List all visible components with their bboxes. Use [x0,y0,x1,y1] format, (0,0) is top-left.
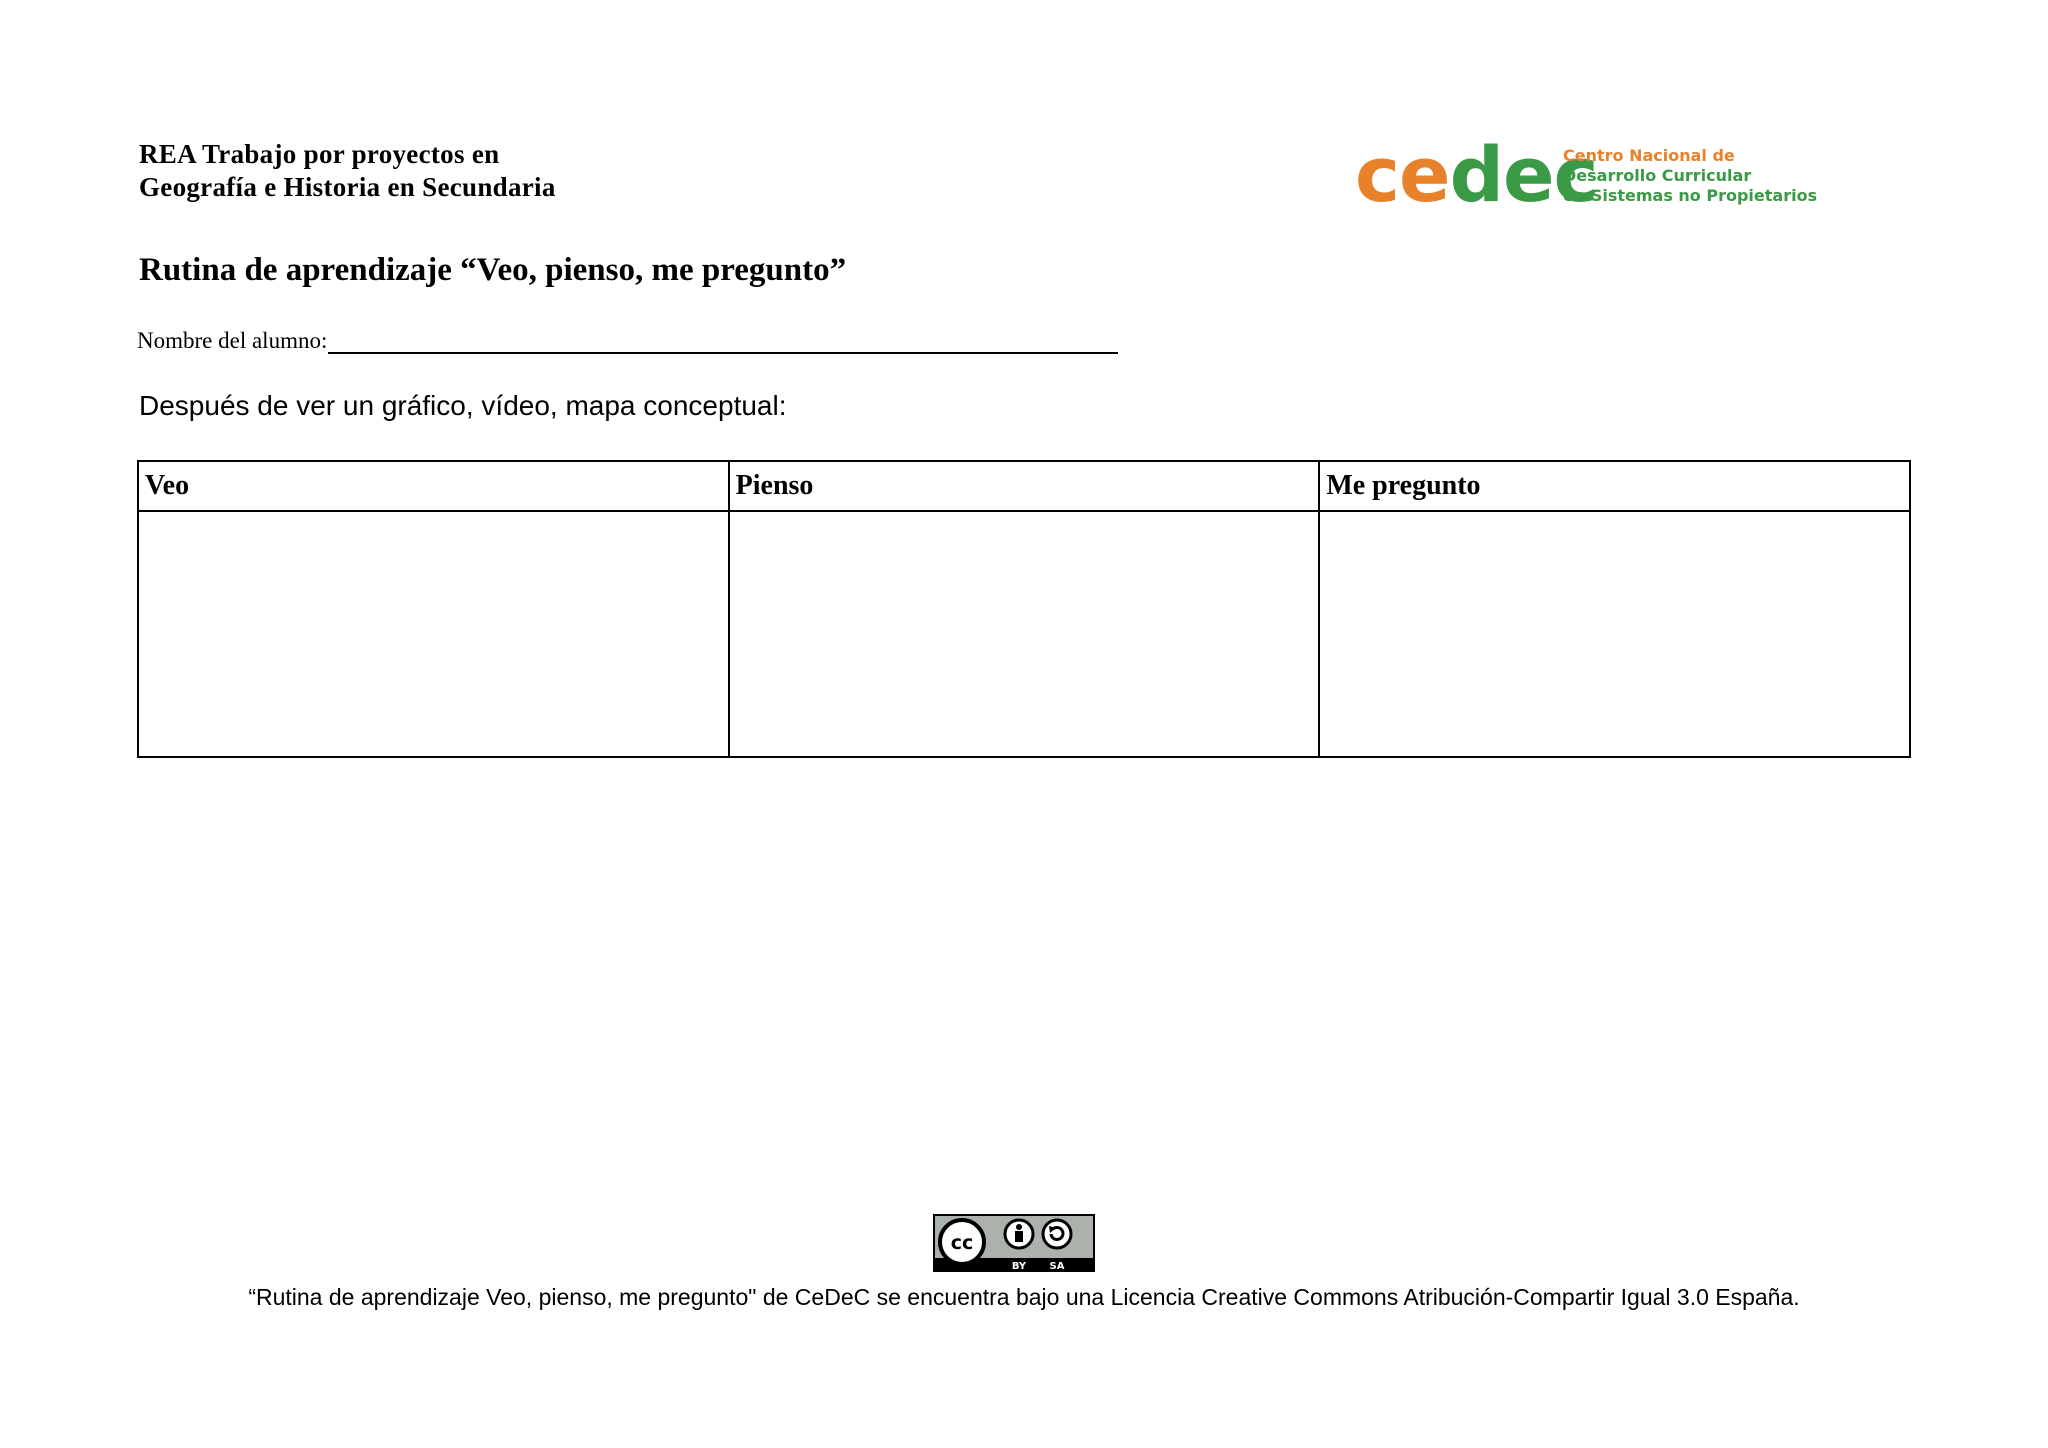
cedec-logo-word [1355,130,1598,220]
instruction-text: Después de ver un gráfico, vídeo, mapa conceptual: [139,390,787,421]
answer-cell-pienso[interactable] [729,511,1320,757]
cedec-logo-subtitle [1563,146,1817,206]
routine-table-answer-row [138,511,1910,757]
cc-by-sa-icon[interactable] [933,1214,1095,1272]
column-header-me-pregunto: Me pregunto [1319,461,1910,511]
answer-cell-me-pregunto[interactable] [1319,511,1910,757]
answer-cell-veo[interactable] [138,511,729,757]
cedec-logo-word-orange: ce [1355,130,1450,219]
course-title-line-2: Geografía e Historia en Secundaria [139,172,556,202]
student-name-row [137,326,1118,354]
cedec-logo-word-green: dec [1449,130,1598,219]
license-notice: “Rutina de aprendizaje Veo, pienso, me pregunto" de CeDeC se encuentra bajo una Licencia Creative Commons Atribución-Compartir Igual 3.0 España. [248,1284,1800,1310]
cedec-logo [1355,130,1818,220]
cc-sa-label: SA [1049,1261,1065,1272]
cedec-logo-subtitle-line-2: Desarrollo Curricular [1563,166,1752,185]
student-name-field[interactable] [328,326,1118,354]
svg-text:cc: cc [950,1232,974,1254]
routine-table-header-row [138,461,1910,511]
cc-by-label: BY [1011,1261,1027,1272]
document-title: Rutina de aprendizaje “Veo, pienso, me pregunto” [139,252,847,288]
column-header-veo: Veo [138,461,729,511]
cedec-logo-subtitle-line-1: Centro Nacional de [1563,146,1735,165]
column-header-pienso: Pienso [729,461,1320,511]
course-title [139,138,556,204]
student-name-label: Nombre del alumno: [137,328,328,353]
course-title-line-1: REA Trabajo por proyectos en [139,139,500,169]
routine-table [137,460,1911,758]
cedec-logo-subtitle-line-3: en Sistemas no Propietarios [1563,186,1818,205]
